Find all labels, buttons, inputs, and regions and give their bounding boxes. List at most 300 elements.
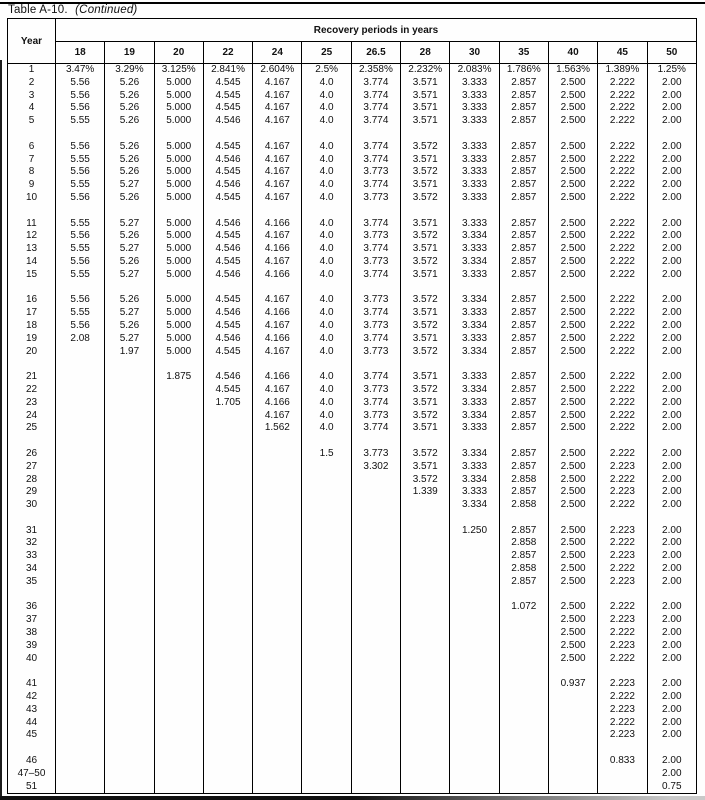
value-cell: 2.857 [499, 141, 548, 154]
value-cell [154, 576, 203, 589]
value-cell [253, 755, 302, 768]
value-cell [548, 691, 597, 704]
spacer-cell [253, 205, 302, 218]
value-cell: 3.572 [401, 166, 450, 179]
value-cell: 4.545 [203, 230, 252, 243]
value-cell: 3.774 [351, 243, 400, 256]
value-cell: 2.857 [499, 576, 548, 589]
value-cell [302, 678, 351, 691]
value-cell [56, 678, 105, 691]
year-cell: 51 [25, 780, 38, 792]
value-cell: 5.26 [105, 192, 154, 205]
spacer-row [8, 589, 697, 602]
value-cell [351, 704, 400, 717]
spacer-row [8, 665, 697, 678]
spacer-cell [450, 128, 499, 141]
year-cell: 24 [25, 409, 38, 421]
table-body [8, 64, 697, 794]
value-cell [302, 563, 351, 576]
value-cell: 3.572 [401, 410, 450, 423]
value-cell [499, 729, 548, 742]
value-cell [154, 717, 203, 730]
value-cell: 2.500 [548, 320, 597, 333]
value-cell: 2.00 [647, 704, 696, 717]
value-cell [450, 563, 499, 576]
value-cell [154, 614, 203, 627]
value-cell: 2.857 [499, 550, 548, 563]
spacer-cell [154, 665, 203, 678]
value-cell [450, 537, 499, 550]
value-cell: 2.223 [598, 550, 647, 563]
value-cell [203, 422, 252, 435]
spacer-cell [499, 589, 548, 602]
value-cell: 2.222 [598, 333, 647, 346]
value-cell [401, 601, 450, 614]
value-cell [351, 576, 400, 589]
year-cell: 37 [25, 614, 38, 626]
spacer-cell [56, 665, 105, 678]
value-cell [351, 781, 400, 794]
spacer-cell [56, 205, 105, 218]
value-cell: 3.334 [450, 474, 499, 487]
spacer-cell [253, 435, 302, 448]
value-cell: 2.00 [647, 371, 696, 384]
year-cell: 30 [25, 499, 38, 511]
value-cell: 3.774 [351, 102, 400, 115]
value-cell: 2.00 [647, 269, 696, 282]
spacer-cell [548, 128, 597, 141]
value-cell: 2.00 [647, 461, 696, 474]
spacer-cell [203, 589, 252, 602]
spacer-cell [8, 589, 56, 602]
value-cell: 2.500 [548, 653, 597, 666]
spacer-cell [598, 205, 647, 218]
value-cell: 2.222 [598, 371, 647, 384]
value-cell: 2.00 [647, 320, 696, 333]
value-cell [302, 768, 351, 781]
value-cell: 3.571 [401, 269, 450, 282]
year-cell: 13 [25, 243, 38, 255]
value-cell [401, 781, 450, 794]
value-cell: 2.858 [499, 474, 548, 487]
spacer-cell [450, 435, 499, 448]
value-cell: 3.302 [351, 461, 400, 474]
spacer-cell [548, 435, 597, 448]
value-cell: 2.222 [598, 717, 647, 730]
spacer-cell [154, 742, 203, 755]
value-cell: 2.222 [598, 691, 647, 704]
year-cell: 39 [25, 639, 38, 651]
value-cell [105, 640, 154, 653]
spacer-cell [401, 358, 450, 371]
year-cell: 47–50 [17, 767, 46, 779]
value-cell: 4.0 [302, 346, 351, 359]
value-cell: 5.000 [154, 230, 203, 243]
table-row [8, 346, 697, 359]
year-cell: 16 [25, 294, 38, 306]
value-cell [253, 627, 302, 640]
spacer-cell [302, 665, 351, 678]
column-header-25: 25 [302, 42, 351, 64]
value-cell: 2.222 [598, 346, 647, 359]
column-header-18: 18 [56, 42, 105, 64]
value-cell [56, 576, 105, 589]
value-cell [203, 448, 252, 461]
value-cell: 1.25% [647, 64, 696, 77]
value-cell [105, 550, 154, 563]
value-cell [203, 614, 252, 627]
spacer-cell [548, 665, 597, 678]
spacer-row [8, 742, 697, 755]
spacer-cell [351, 742, 400, 755]
year-cell: 19 [25, 332, 38, 344]
value-cell: 4.546 [203, 371, 252, 384]
year-cell: 40 [25, 652, 38, 664]
table-row [8, 333, 697, 346]
value-cell [56, 346, 105, 359]
value-cell [105, 627, 154, 640]
value-cell: 5.000 [154, 102, 203, 115]
year-cell: 21 [25, 371, 38, 383]
spacer-cell [499, 512, 548, 525]
value-cell: 3.773 [351, 320, 400, 333]
spacer-cell [351, 512, 400, 525]
table-row [8, 781, 697, 794]
spacer-cell [647, 589, 696, 602]
value-cell: 2.857 [499, 461, 548, 474]
year-cell: 1 [28, 64, 35, 75]
spacer-cell [203, 128, 252, 141]
value-cell: 2.00 [647, 154, 696, 167]
spacer-cell [302, 589, 351, 602]
year-cell: 25 [25, 422, 38, 434]
table-row [8, 115, 697, 128]
value-cell: 2.500 [548, 346, 597, 359]
value-cell [253, 678, 302, 691]
value-cell: 2.500 [548, 77, 597, 90]
year-cell: 44 [25, 716, 38, 728]
value-cell: 5.56 [56, 192, 105, 205]
spacer-cell [548, 282, 597, 295]
spacer-cell [548, 205, 597, 218]
value-cell [105, 486, 154, 499]
value-cell [253, 474, 302, 487]
value-cell: 5.55 [56, 154, 105, 167]
value-cell: 2.857 [499, 243, 548, 256]
spacer-cell [105, 205, 154, 218]
value-cell: 2.00 [647, 115, 696, 128]
value-cell: 2.00 [647, 90, 696, 103]
value-cell: 5.000 [154, 179, 203, 192]
value-cell [351, 768, 400, 781]
value-cell: 2.857 [499, 486, 548, 499]
value-cell: 4.545 [203, 166, 252, 179]
value-cell: 4.546 [203, 307, 252, 320]
value-cell: 2.841% [203, 64, 252, 77]
value-cell: 5.000 [154, 218, 203, 231]
value-cell [450, 704, 499, 717]
spacer-cell [253, 128, 302, 141]
column-header-19: 19 [105, 42, 154, 64]
table-row [8, 704, 697, 717]
value-cell [302, 691, 351, 704]
value-cell [450, 717, 499, 730]
value-cell: 2.500 [548, 550, 597, 563]
value-cell: 3.571 [401, 115, 450, 128]
value-cell: 3.333 [450, 192, 499, 205]
value-cell: 2.222 [598, 243, 647, 256]
value-cell: 5.27 [105, 333, 154, 346]
value-cell: 2.00 [647, 768, 696, 781]
value-cell: 2.00 [647, 294, 696, 307]
value-cell: 5.56 [56, 141, 105, 154]
value-cell [56, 781, 105, 794]
value-cell: 3.773 [351, 346, 400, 359]
value-cell: 3.333 [450, 115, 499, 128]
value-cell: 3.774 [351, 307, 400, 320]
table-row [8, 230, 697, 243]
value-cell [351, 563, 400, 576]
spacer-cell [450, 742, 499, 755]
value-cell: 3.572 [401, 230, 450, 243]
value-cell [499, 704, 548, 717]
value-cell: 4.167 [253, 346, 302, 359]
value-cell [154, 525, 203, 538]
value-cell: 4.0 [302, 397, 351, 410]
value-cell [154, 627, 203, 640]
value-cell [499, 640, 548, 653]
value-cell: 2.857 [499, 269, 548, 282]
value-cell: 2.00 [647, 601, 696, 614]
value-cell [56, 627, 105, 640]
spacer-cell [105, 435, 154, 448]
value-cell: 5.26 [105, 166, 154, 179]
table-row [8, 192, 697, 205]
value-cell: 3.774 [351, 115, 400, 128]
value-cell: 3.773 [351, 294, 400, 307]
value-cell: 2.5% [302, 64, 351, 77]
value-cell: 2.00 [647, 384, 696, 397]
table-row [8, 243, 697, 256]
value-cell: 2.00 [647, 486, 696, 499]
value-cell [56, 640, 105, 653]
spacer-cell [401, 589, 450, 602]
spacer-cell [401, 665, 450, 678]
value-cell [401, 550, 450, 563]
value-cell [401, 640, 450, 653]
value-cell: 2.857 [499, 102, 548, 115]
value-cell: 5.56 [56, 256, 105, 269]
value-cell [253, 781, 302, 794]
value-cell [105, 729, 154, 742]
value-cell: 4.0 [302, 422, 351, 435]
table-row [8, 448, 697, 461]
column-header-26-5: 26.5 [351, 42, 400, 64]
value-cell: 2.857 [499, 192, 548, 205]
value-cell [450, 614, 499, 627]
value-cell: 2.00 [647, 346, 696, 359]
value-cell: 3.125% [154, 64, 203, 77]
value-cell: 2.00 [647, 691, 696, 704]
spacer-cell [56, 589, 105, 602]
value-cell: 0.937 [548, 678, 597, 691]
value-cell: 2.500 [548, 563, 597, 576]
spacer-cell [450, 512, 499, 525]
spacer-cell [105, 742, 154, 755]
value-cell: 2.857 [499, 525, 548, 538]
value-cell: 3.571 [401, 371, 450, 384]
value-cell: 4.545 [203, 256, 252, 269]
value-cell: 5.000 [154, 320, 203, 333]
value-cell: 4.0 [302, 141, 351, 154]
value-cell: 5.55 [56, 179, 105, 192]
value-cell [499, 755, 548, 768]
value-cell: 3.333 [450, 90, 499, 103]
value-cell [450, 653, 499, 666]
value-cell: 2.500 [548, 614, 597, 627]
table-row [8, 576, 697, 589]
year-cell: 41 [25, 678, 38, 690]
value-cell: 2.00 [647, 422, 696, 435]
value-cell: 2.500 [548, 115, 597, 128]
value-cell: 2.222 [598, 77, 647, 90]
year-cell: 26 [25, 447, 38, 459]
value-cell: 2.500 [548, 166, 597, 179]
value-cell: 3.334 [450, 410, 499, 423]
value-cell: 5.27 [105, 218, 154, 231]
value-cell [351, 755, 400, 768]
value-cell: 3.572 [401, 256, 450, 269]
value-cell: 3.333 [450, 102, 499, 115]
table-row [8, 627, 697, 640]
value-cell [499, 653, 548, 666]
value-cell [499, 678, 548, 691]
value-cell: 2.500 [548, 627, 597, 640]
value-cell: 5.26 [105, 90, 154, 103]
spacer-cell [401, 282, 450, 295]
year-cell: 34 [25, 563, 38, 575]
value-cell [203, 691, 252, 704]
year-cell: 43 [25, 703, 38, 715]
value-cell: 4.545 [203, 294, 252, 307]
spacer-cell [548, 589, 597, 602]
value-cell: 2.857 [499, 371, 548, 384]
value-cell: 2.857 [499, 154, 548, 167]
value-cell: 4.0 [302, 371, 351, 384]
table-row [8, 64, 697, 77]
value-cell: 2.223 [598, 576, 647, 589]
value-cell [302, 576, 351, 589]
spacer-cell [647, 435, 696, 448]
spacer-cell [302, 358, 351, 371]
value-cell: 4.166 [253, 333, 302, 346]
table-row [8, 77, 697, 90]
value-cell: 4.546 [203, 243, 252, 256]
spacer-cell [8, 665, 56, 678]
value-cell [56, 614, 105, 627]
value-cell: 4.167 [253, 192, 302, 205]
value-cell [154, 448, 203, 461]
value-cell [56, 448, 105, 461]
table-row [8, 269, 697, 282]
value-cell [56, 755, 105, 768]
value-cell: 2.222 [598, 537, 647, 550]
value-cell [598, 781, 647, 794]
table-row [8, 179, 697, 192]
spacer-cell [499, 358, 548, 371]
year-cell: 20 [25, 345, 38, 357]
value-cell: 3.572 [401, 384, 450, 397]
spacer-cell [154, 512, 203, 525]
spacer-cell [598, 589, 647, 602]
value-cell: 3.572 [401, 474, 450, 487]
value-cell: 2.00 [647, 397, 696, 410]
value-cell: 4.167 [253, 179, 302, 192]
table-row [8, 410, 697, 423]
spacer-cell [351, 358, 400, 371]
spacer-cell [450, 282, 499, 295]
value-cell: 2.500 [548, 269, 597, 282]
value-cell: 3.29% [105, 64, 154, 77]
spacer-cell [499, 205, 548, 218]
table-row [8, 537, 697, 550]
value-cell: 2.222 [598, 474, 647, 487]
value-cell: 2.857 [499, 90, 548, 103]
year-cell: 45 [25, 729, 38, 741]
value-cell: 2.500 [548, 179, 597, 192]
year-cell: 9 [28, 179, 35, 191]
value-cell: 4.0 [302, 154, 351, 167]
value-cell [105, 371, 154, 384]
spacer-cell [154, 435, 203, 448]
value-cell [56, 563, 105, 576]
value-cell [56, 499, 105, 512]
value-cell [203, 601, 252, 614]
value-cell [548, 717, 597, 730]
value-cell: 3.571 [401, 90, 450, 103]
column-header-22: 22 [203, 42, 252, 64]
value-cell: 3.773 [351, 192, 400, 205]
value-cell [203, 461, 252, 474]
spacer-cell [647, 512, 696, 525]
value-cell: 2.222 [598, 294, 647, 307]
table-row [8, 218, 697, 231]
value-cell [105, 384, 154, 397]
value-cell [105, 422, 154, 435]
year-cell: 31 [25, 524, 38, 536]
value-cell: 2.858 [499, 499, 548, 512]
year-cell: 15 [25, 268, 38, 280]
value-cell [499, 627, 548, 640]
spacer-cell [253, 358, 302, 371]
value-cell [401, 537, 450, 550]
value-cell: 4.545 [203, 77, 252, 90]
value-cell [203, 537, 252, 550]
value-cell [154, 768, 203, 781]
table-row [8, 678, 697, 691]
value-cell: 4.545 [203, 141, 252, 154]
value-cell [302, 717, 351, 730]
spacer-cell [253, 282, 302, 295]
value-cell: 2.232% [401, 64, 450, 77]
spacer-cell [8, 358, 56, 371]
value-cell: 3.773 [351, 410, 400, 423]
spacer-row [8, 512, 697, 525]
value-cell [499, 691, 548, 704]
value-cell [253, 461, 302, 474]
value-cell: 3.334 [450, 230, 499, 243]
value-cell: 2.00 [647, 192, 696, 205]
